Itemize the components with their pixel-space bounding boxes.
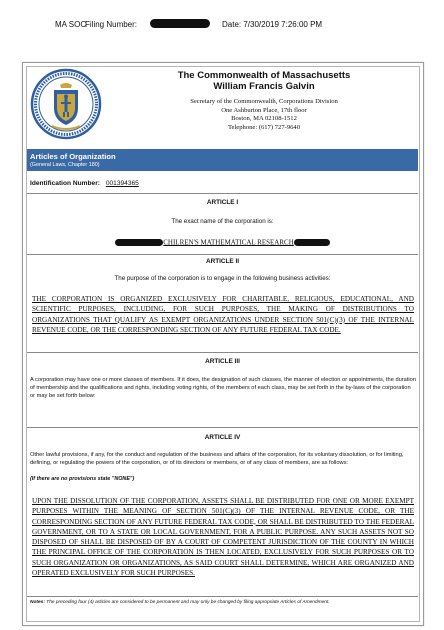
secretary-name: William Francis Galvin [213,81,315,92]
band-title: Articles of Organization [30,152,116,161]
article-1-heading: ARTICLE I [206,199,239,206]
dissolution-provisions: UPON THE DISSOLUTION OF THE CORPORATION, ASSETS SHALL BE DISTRIBUTED FOR ONE OR MORE EXEMPT PURPOSES WITHIN THE MEANING OF SECTION 501(C)(3) OF THE INTERNAL REVENUE CODE, OR THE CORRESPONDING SECTION OF ANY FUTURE FEDERAL TAX CODE, OR SHALL BE DISTRIBUTED TO THE FEDERAL GOVERNMENT, OR TO A STATE OR LOCAL GOVERNMENT, FOR A PUBLIC PURPOSE. ANY SUCH ASSETS NOT SO DISPOSED OF SHALL BE DISPOSED OF BY A COURT OF COMPETENT JURISDICTION OF THE COUNTY IN WHICH THE PRINCIPAL OFFICE OF THE CORPORATION IS THEN LOCATED, EXCLUSIVELY FOR SUCH PURPOSES OR TO SUCH ORGANIZATION OR ORGANIZATIONS, AS SAID COURT SHALL DETERMINE, WHICH ARE ORGANIZED AND OPERATED EXCLUSIVELY FOR SUCH PURPOSES. [32,497,414,578]
notes-footer [30,600,416,605]
article-1-text: The exact name of the corporation is: [171,218,274,225]
redacted-name-suffix [294,239,330,246]
article-2-heading: ARTICLE II [205,258,240,265]
filing-date: Date: 7/30/2019 7:26:00 PM [222,20,323,29]
corporation-name-line [27,238,418,250]
identification-row [30,180,139,187]
division-line: Secretary of the Commonwealth, Corporations Division [190,98,338,105]
corporation-name: CHILREN'S MATHEMATICAL RESEARCH [163,238,294,247]
divider [27,193,418,194]
article-3-text: A corporation may have one or more classes of members. If it does, the designation of such classes, the manner of election or appointments, the duration of membership and the qualifications and rights, including voting rights, of the members of each class, may be set forth in the by-laws of the corporation or may be set forth below: [30,377,417,399]
identification-number: 001394365 [105,180,139,187]
corporate-purpose: THE CORPORATION IS ORGANIZED EXCLUSIVELY FOR CHARITABLE, RELIGIOUS, EDUCATIONAL, AND SCIENTIFIC PURPOSES, INCLUDING, FOR SUCH PURPOSES, THE MAKING OF DISTRIBUTIONS TO ORGANIZATIONS THAT QUALIFY AS EXEMPT ORGANIZATIONS UNDER SECTION 501(C)(3) OF THE INTERNAL REVENUE CODE, OR THE CORRESPONDING SECTION OF ANY FUTURE FEDERAL TAX CODE. [32,295,414,334]
divider [27,352,418,353]
article-4-note: (If there are no provisions state "NONE") [30,476,135,482]
divider [27,596,418,597]
article-4-heading: ARTICLE IV [204,434,241,441]
divider [27,254,418,255]
article-4-text: Other lawful provisions, if any, for the conduct and regulation of the business and affairs of the corporation, for its voluntary dissolution, or for limiting, defining, or regulating the powers of the corporation, or of its directors or members, or of any class of members, are as follows: [30,452,404,466]
letterhead-address [108,98,420,132]
massachusetts-seal-icon [30,68,102,140]
divider [27,427,418,428]
notes-label: Notes: [30,600,45,605]
commonwealth-title: The Commonwealth of Massachusetts [177,70,351,81]
notes-text: The preceding four (4) articles are considered to be permanent and may only be changed by filing appropriate Articles of Amendment. [46,600,330,605]
articles-of-organization-band [27,149,418,171]
letterhead-title [108,70,420,92]
article-2-text: The purpose of the corporation is to engage in the following business activities: [114,275,331,282]
soc-label: MA SOC [55,20,87,29]
redacted-filing-number [150,19,210,28]
filing-header [0,20,444,34]
redacted-name-prefix [115,239,163,246]
address-line: One Ashburton Place, 17th floor [221,106,307,114]
identification-label: Identification Number: [30,180,100,187]
article-3-heading: ARTICLE III [205,358,240,365]
city-line: Boston, MA 02108-1512 [231,115,297,123]
telephone-line: Telephone: (617) 727-9640 [227,123,301,131]
band-subtitle: (General Laws, Chapter 180) [30,162,100,168]
filing-number-label: Filing Number: [85,20,138,29]
